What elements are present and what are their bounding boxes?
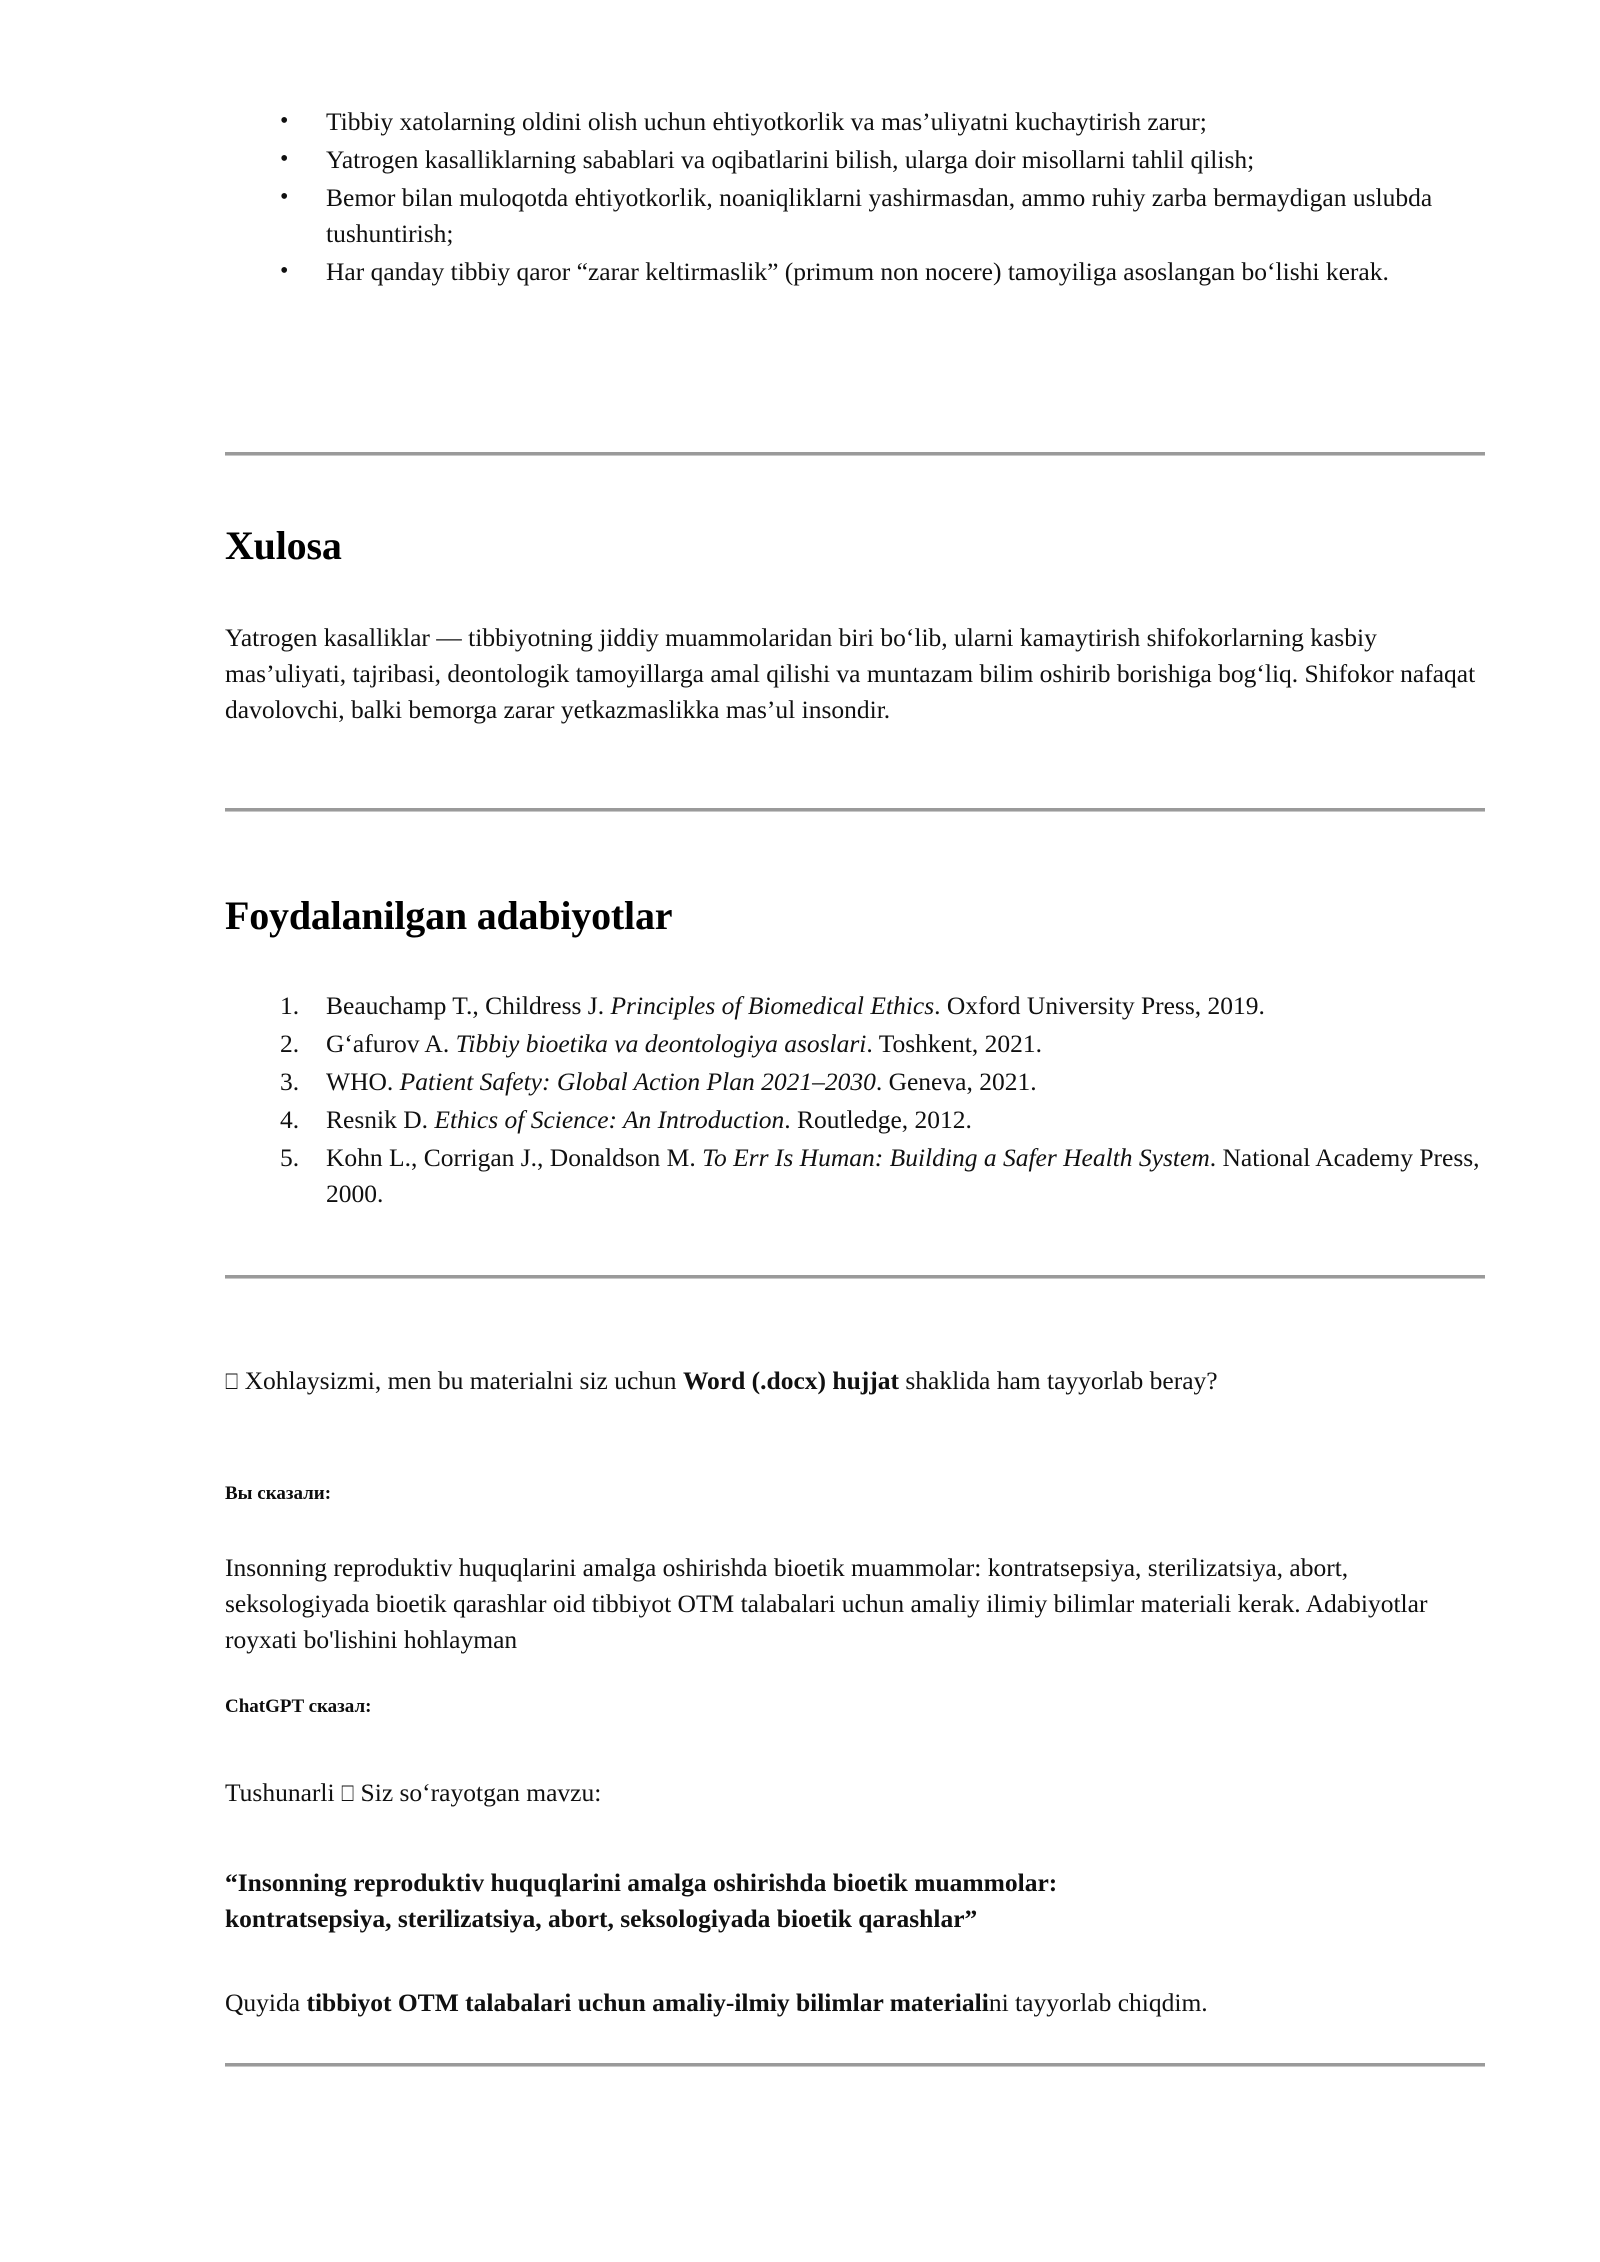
reference-publisher: . Geneva, 2021. — [875, 1067, 1037, 1096]
assistant-speaker-label: ChatGPT сказал: — [225, 1696, 372, 1717]
horizontal-rule — [225, 1275, 1485, 1278]
list-item: • Tibbiy xatolarning oldini olish uchun ehtiyotkorlik va mas’uliyatni kuchaytirish zarur; — [225, 104, 1485, 140]
list-item: • Bemor bilan muloqotda ehtiyotkorlik, noaniqliklarni yashirmasdan, ammo ruhiy zarba bermaydigan uslubda tushuntirish; — [225, 180, 1485, 252]
closing-bold: tibbiyot OTM talabalari uchun amaliy-ilmiy bilimlar materiali — [306, 1988, 989, 2017]
references-heading-block — [225, 893, 1485, 939]
reference-authors: Resnik D. — [326, 1105, 435, 1134]
recommendations-bullet-list — [225, 104, 1485, 290]
recommendations-bullet-list-block — [225, 104, 1485, 292]
user-speaker-label-block — [225, 1482, 1485, 1506]
offer-text-pre: Xohlaysizmi, men bu materialni siz uchun — [238, 1366, 683, 1395]
reference-item — [225, 1064, 1485, 1100]
horizontal-rule — [225, 808, 1485, 811]
closing-line — [225, 1985, 1485, 2021]
quoted-topic-line-2: kontratsepsiya, sterilizatsiya, abort, seksologiyada bioetik qarashlar” — [225, 1904, 978, 1933]
references-list — [225, 988, 1485, 1212]
assistant-intro-block — [225, 1775, 1485, 1813]
missing-glyph-icon: ⎕ — [340, 1782, 355, 1807]
quoted-topic — [225, 1865, 1485, 1937]
page-title-references: Foydalanilgan adabiyotlar — [225, 893, 673, 938]
reference-title: To Err Is Human: Building a Safer Health System — [702, 1143, 1210, 1172]
reference-title: Ethics of Science: An Introduction — [434, 1105, 785, 1134]
quoted-topic-block — [225, 1865, 1485, 1937]
assistant-intro-post: Siz so‘rayotgan mavzu: — [354, 1778, 602, 1807]
docx-offer-paragraph — [225, 1363, 1485, 1401]
closing-post: ni tayyorlab chiqdim. — [988, 1988, 1208, 2017]
section-divider-1 — [225, 452, 1485, 455]
reference-publisher: . Toshkent, 2021. — [866, 1029, 1042, 1058]
horizontal-rule — [225, 2063, 1485, 2066]
reference-authors: G‘afurov A. — [326, 1029, 456, 1058]
section-divider-3 — [225, 1275, 1485, 1278]
xulosa-paragraph-block — [225, 620, 1485, 728]
docx-offer-block — [225, 1363, 1485, 1401]
section-divider-4 — [225, 2063, 1485, 2066]
user-speaker-label: Вы сказали: — [225, 1483, 332, 1504]
quoted-topic-line-1: “Insonning reproduktiv huquqlarini amalga oshirishda bioetik muammolar: — [225, 1868, 1058, 1897]
references-list-block — [225, 988, 1485, 1214]
closing-line-block — [225, 1985, 1485, 2021]
section-divider-2 — [225, 808, 1485, 811]
reference-authors: Kohn L., Corrigan J., Donaldson M. — [326, 1143, 703, 1172]
reference-title: Tibbiy bioetika va deontologiya asoslari — [455, 1029, 867, 1058]
list-item: • Yatrogen kasalliklarning sabablari va oqibatlarini bilish, ularga doir misollarni tahlil qilish; — [225, 142, 1485, 178]
reference-authors: Beauchamp T., Childress J. — [326, 991, 611, 1020]
reference-title: Principles of Biomedical Ethics — [610, 991, 935, 1020]
offer-text-bold: Word (.docx) hujjat — [682, 1366, 899, 1395]
user-message: Insonning reproduktiv huquqlarini amalga oshirishda bioetik muammolar: kontratsepsiya, sterilizatsiya, abort, seksologiyada bioetik qarashlar oid tibbiyot OTM talabalari uchun amaliy ilimiy bilimlar materiali kerak. Adabiyotlar royxati bo'lishini hohlayman — [225, 1553, 1428, 1654]
page-title-xulosa: Xulosa — [225, 523, 342, 568]
user-message-block — [225, 1550, 1485, 1658]
list-item: • Har qanday tibbiy qaror “zarar keltirmaslik” (primum non nocere) tamoyiliga asoslangan bo‘lishi kerak. — [225, 254, 1485, 290]
offer-text-post: shaklida ham tayyorlab beray? — [898, 1366, 1218, 1395]
assistant-intro-paragraph — [225, 1775, 1485, 1813]
reference-item — [225, 1102, 1485, 1138]
reference-item — [225, 1140, 1485, 1212]
reference-authors: WHO. — [326, 1067, 400, 1096]
reference-publisher: . National Academy Press, 2000. — [326, 1143, 1480, 1208]
closing-pre: Quyida — [225, 1988, 307, 2017]
xulosa-paragraph: Yatrogen kasalliklar — tibbiyotning jiddiy muammolaridan biri bo‘lib, ularni kamaytirish shifokorlarning kasbiy mas’uliyati, tajribasi, deontologik tamoyillarga amal qilishi va muntazam bilim oshirib borishiga bog‘liq. Shifokor nafaqat davolovchi, balki bemorga zarar yetkazmaslikka mas’ul insondir. — [225, 623, 1476, 724]
reference-publisher: . Oxford University Press, 2019. — [934, 991, 1265, 1020]
horizontal-rule — [225, 452, 1485, 455]
reference-item — [225, 1026, 1485, 1062]
reference-title: Patient Safety: Global Action Plan 2021–2030 — [399, 1067, 876, 1096]
xulosa-heading-block — [225, 523, 1485, 569]
reference-publisher: . Routledge, 2012. — [784, 1105, 972, 1134]
missing-glyph-icon: ⎕ — [225, 1370, 239, 1395]
assistant-intro-pre: Tushunarli — [225, 1778, 341, 1807]
reference-item — [225, 988, 1485, 1024]
assistant-speaker-label-block — [225, 1695, 1485, 1719]
